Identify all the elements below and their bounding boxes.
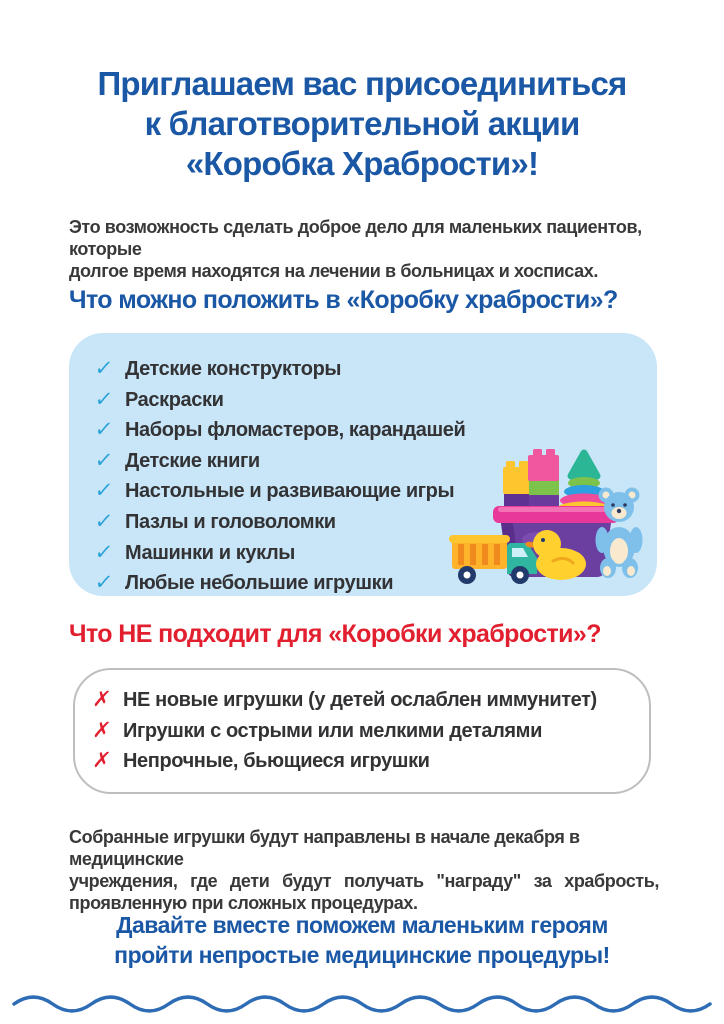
item-label: Детские конструкторы bbox=[125, 358, 342, 380]
title-line: Приглашаем вас присоединиться bbox=[97, 65, 627, 102]
check-icon: ✓ bbox=[93, 387, 114, 411]
check-icon: ✓ bbox=[93, 571, 114, 595]
not-allowed-section-heading: Что НЕ подходит для «Коробки храбрости»? bbox=[69, 620, 601, 648]
intro-text: Это возможность сделать доброе дело для маленьких пациентов, которые долгое время находятся на лечении в больницах и хосписах. bbox=[69, 217, 642, 281]
item-label: НЕ новые игрушки (у детей ослаблен иммунитет) bbox=[123, 689, 597, 711]
item-label: Детские книги bbox=[125, 449, 260, 472]
check-icon: ✓ bbox=[93, 418, 114, 442]
check-icon: ✓ bbox=[93, 509, 114, 533]
footer-wave bbox=[12, 990, 712, 1018]
item-label: Раскраски bbox=[125, 388, 224, 411]
check-icon: ✓ bbox=[93, 479, 114, 503]
check-icon: ✓ bbox=[93, 357, 114, 380]
cross-icon: ✗ bbox=[91, 749, 112, 772]
list-item bbox=[95, 354, 657, 385]
item-label: Настольные и развивающие игры bbox=[125, 480, 455, 503]
page-title bbox=[0, 64, 724, 184]
title-line: к благотворительной акции bbox=[144, 105, 580, 142]
outro-text: Собранные игрушки будут направлены в начале декабря в медицинские учреждения, где дети будут получать "награду" за храбрость, проявленную при сложных процедурах. bbox=[69, 827, 659, 913]
closing-text: Давайте вместе поможем маленьким героям пройти непростые медицинские процедуры! bbox=[114, 912, 610, 968]
list-item bbox=[93, 685, 639, 716]
item-label: Игрушки с острыми или мелкими деталями bbox=[123, 719, 542, 742]
cross-icon: ✗ bbox=[91, 718, 112, 742]
check-icon: ✓ bbox=[93, 540, 114, 564]
cross-icon: ✗ bbox=[91, 688, 112, 711]
item-label: Пазлы и головоломки bbox=[125, 510, 336, 533]
check-icon: ✓ bbox=[93, 448, 114, 472]
toys-illustration bbox=[449, 443, 649, 588]
title-line: «Коробка Храбрости»! bbox=[185, 145, 539, 182]
allowed-items-box bbox=[69, 333, 657, 596]
building-blocks-icon bbox=[503, 449, 559, 513]
list-item bbox=[95, 385, 657, 416]
teddy-bear-icon bbox=[596, 488, 643, 579]
item-label: Любые небольшие игрушки bbox=[125, 572, 394, 595]
not-allowed-list bbox=[93, 685, 639, 777]
list-item bbox=[95, 415, 657, 446]
not-allowed-items-box bbox=[73, 668, 651, 794]
item-label: Наборы фломастеров, карандашей bbox=[125, 419, 466, 442]
item-label: Непрочные, бьющиеся игрушки bbox=[123, 750, 430, 772]
item-label: Машинки и куклы bbox=[125, 541, 295, 564]
list-item bbox=[93, 716, 639, 747]
allowed-section-heading: Что можно положить в «Коробку храбрости»? bbox=[69, 286, 618, 314]
list-item bbox=[93, 746, 639, 777]
